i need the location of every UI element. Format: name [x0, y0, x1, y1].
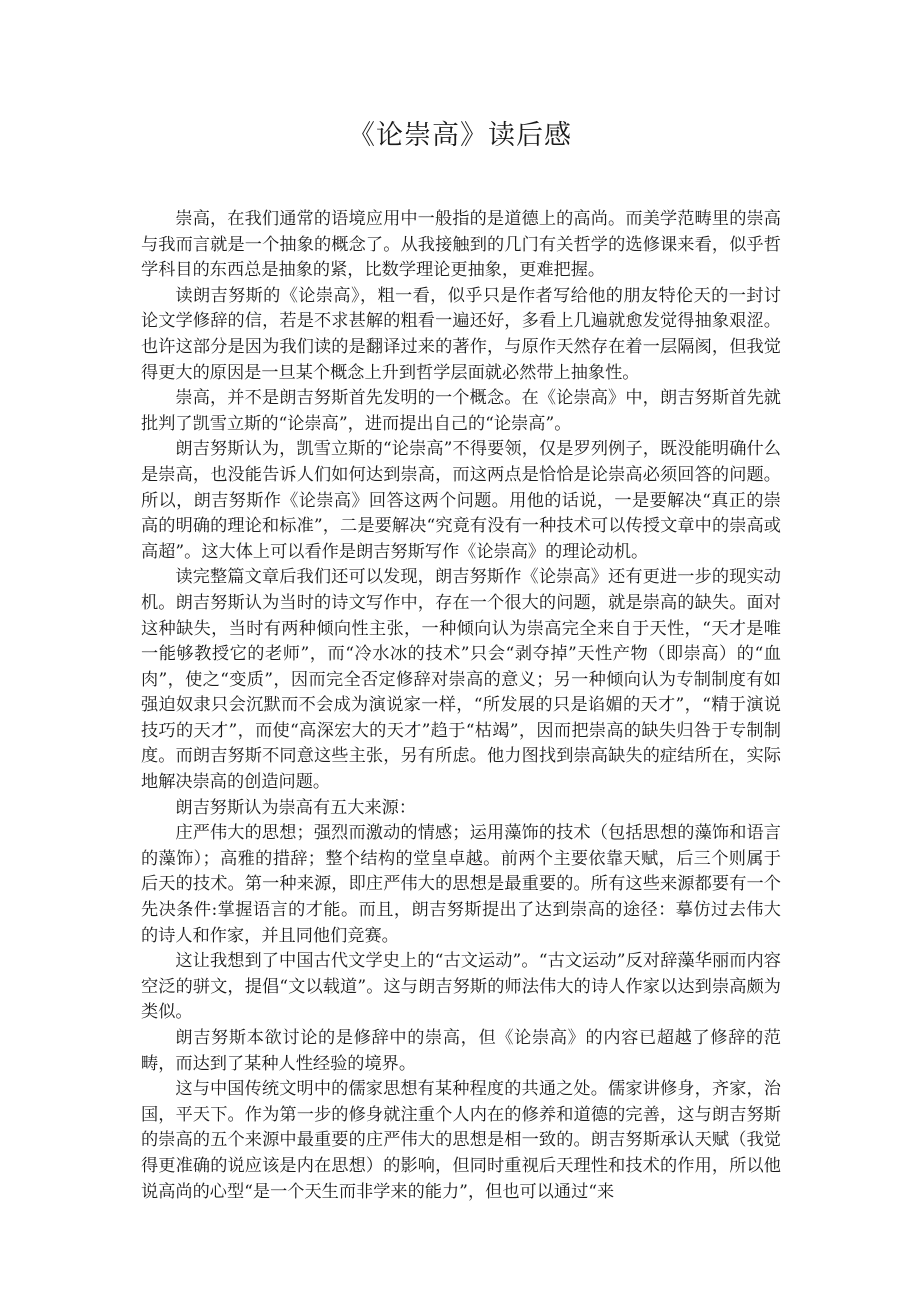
paragraph: 朗吉努斯本欲讨论的是修辞中的崇高，但《论崇高》的内容已超越了修辞的范畴，而达到了某种人性经验的境界。 [141, 1028, 781, 1074]
paragraph: 这让我想到了中国古代文学史上的“古文运动”。“古文运动”反对辞藻华丽而内容空泛的骈文，提倡“文以载道”。这与朗吉努斯的师法伟大的诗人作家以达到崇高颇为类似。 [141, 951, 781, 1023]
paragraph: 读朗吉努斯的《论崇高》，粗一看，似乎只是作者写给他的朋友特伦天的一封讨论文学修辞的信，若是不求甚解的粗看一遍还好，多看上几遍就愈发觉得抽象艰涩。也许这部分是因为我们读的是翻译过来的著作，与原作天然存在着一层隔阂，但我觉得更大的原因是一旦某个概念上升到哲学层面就必然带上抽象性。 [141, 285, 781, 383]
paragraph: 崇高，并不是朗吉努斯首先发明的一个概念。在《论崇高》中，朗吉努斯首先就批判了凯雪立斯的“论崇高”，进而提出自己的“论崇高”。 [141, 388, 781, 434]
document-body [141, 207, 781, 1205]
paragraph: 崇高，在我们通常的语境应用中一般指的是道德上的高尚。而美学范畴里的崇高与我而言就是一个抽象的概念了。从我接触到的几门有关哲学的选修课来看，似乎哲学科目的东西总是抽象的紧，比数学理论更抽象，更难把握。 [141, 209, 781, 281]
paragraph: 朗吉努斯认为，凯雪立斯的“论崇高”不得要领，仅是罗列例子，既没能明确什么是崇高，也没能告诉人们如何达到崇高，而这两点是恰恰是论崇高必须回答的问题。所以，朗吉努斯作《论崇高》回答这两个问题。用他的话说，一是要解决“真正的崇高的明确的理论和标准”，二是要解决“究竟有没有一种技术可以传授文章中的崇高或高超”。这大体上可以看作是朗吉努斯写作《论崇高》的理论动机。 [141, 439, 781, 562]
paragraph: 这与中国传统文明中的儒家思想有某种程度的共通之处。儒家讲修身，齐家，治国，平天下。作为第一步的修身就注重个人内在的修养和道德的完善，这与朗吉努斯的崇高的五个来源中最重要的庄严伟大的思想是相一致的。朗吉努斯承认天赋（我觉得更准确的说应该是内在思想）的影响，但同时重视后天理性和技术的作用，所以他说高尚的心型“是一个天生而非学来的能力”，但也可以通过“来 [141, 1079, 781, 1202]
paragraph: 读完整篇文章后我们还可以发现，朗吉努斯作《论崇高》还有更进一步的现实动机。朗吉努斯认为当时的诗文写作中，存在一个很大的问题，就是崇高的缺失。面对这种缺失，当时有两种倾向性主张，一种倾向认为崇高完全来自于天性，“天才是唯一能够教授它的老师”，而“冷水冰的技术”只会“剥夺掉”天性产物（即崇高）的“血肉”，使之“变质”，因而完全否定修辞对崇高的意义；另一种倾向认为专制制度有如强迫奴隶只会沉默而不会成为演说家一样，“所发展的只是谄媚的天才”，“精于演说技巧的天才”，而使“高深宏大的天才”趋于“枯竭”，因而把崇高的缺失归咎于专制制度。而朗吉努斯不同意这些主张，另有所虑。他力图找到崇高缺失的症结所在，实际地解决崇高的创造问题。 [141, 567, 781, 793]
paragraph: 庄严伟大的思想；强烈而激动的情感；运用藻饰的技术（包括思想的藻饰和语言的藻饰）；高雅的措辞；整个结构的堂皇卓越。前两个主要依靠天赋，后三个则属于后天的技术。第一种来源，即庄严伟大的思想是最重要的。所有这些来源都要有一个先决条件:掌握语言的才能。而且，朗吉努斯提出了达到崇高的途径：摹仿过去伟大的诗人和作家，并且同他们竞赛。 [141, 823, 781, 946]
paragraph: 朗吉努斯认为崇高有五大来源： [175, 797, 417, 818]
document-title: 《论崇高》读后感 [348, 120, 572, 151]
